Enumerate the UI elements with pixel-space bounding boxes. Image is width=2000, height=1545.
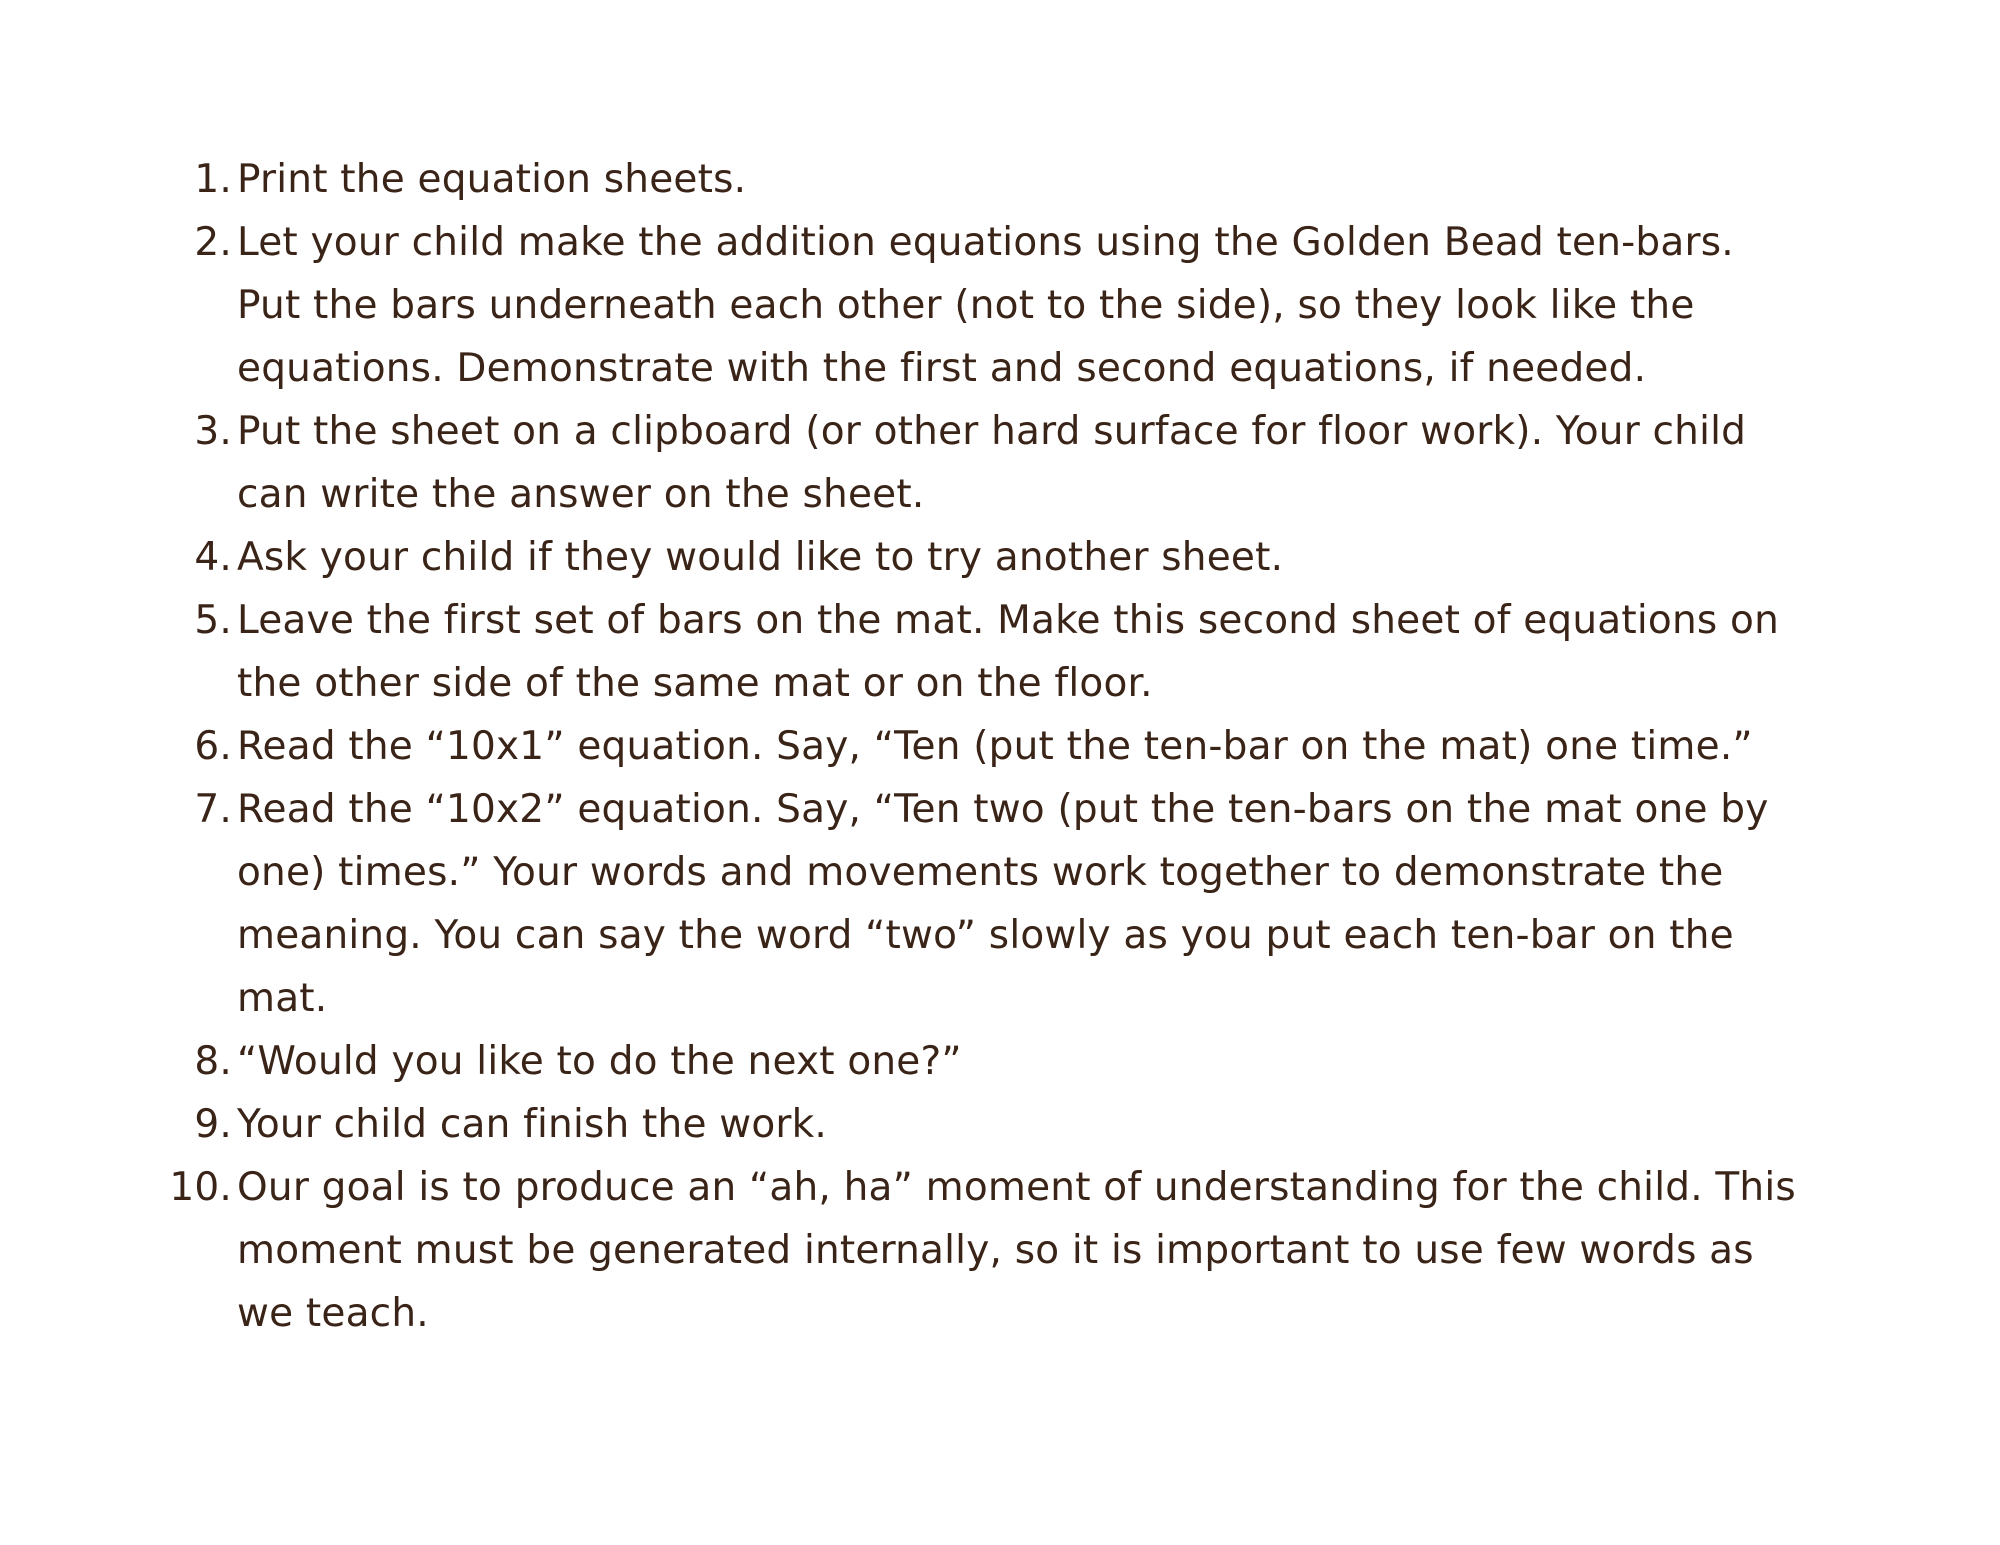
step-text: Your child can finish the work. (237, 1102, 828, 1147)
list-item (160, 715, 1800, 778)
step-number: 3. (194, 409, 232, 454)
step-text: Read the “10x1” equation. Say, “Ten (put the ten-bar on the mat) one time.” (237, 724, 1753, 769)
list-item (160, 1093, 1800, 1156)
step-number: 7. (194, 787, 232, 832)
list-item (160, 400, 1800, 526)
list-item (160, 589, 1800, 715)
list-item (160, 148, 1800, 211)
list-item (160, 526, 1800, 589)
list-item (160, 1030, 1800, 1093)
step-number: 1. (194, 157, 232, 202)
step-number: 2. (194, 220, 232, 265)
step-text: Leave the first set of bars on the mat. Make this second sheet of equations on the other side of the same mat or on the floor. (237, 598, 1780, 706)
step-number: 10. (169, 1165, 232, 1210)
step-text: Let your child make the addition equations using the Golden Bead ten-bars. Put the bars underneath each other (not to the side), so they look like the equations. Demonstrate with the first and second equations, if needed. (237, 220, 1734, 391)
step-text: “Would you like to do the next one?” (237, 1039, 962, 1084)
list-item (160, 1156, 1800, 1345)
step-number: 6. (194, 724, 232, 769)
list-item (160, 778, 1800, 1030)
step-text: Our goal is to produce an “ah, ha” moment of understanding for the child. This moment must be generated internally, so it is important to use few words as we teach. (237, 1165, 1796, 1336)
step-number: 5. (194, 598, 232, 643)
instruction-list (160, 148, 1800, 1345)
step-text: Ask your child if they would like to try another sheet. (237, 535, 1284, 580)
list-item (160, 211, 1800, 400)
step-text: Put the sheet on a clipboard (or other hard surface for floor work). Your child can write the answer on the sheet. (237, 409, 1747, 517)
step-number: 9. (194, 1102, 232, 1147)
step-text: Read the “10x2” equation. Say, “Ten two (put the ten-bars on the mat one by one) times.” Your words and movements work together to demonstrate the meaning. You can say the word “two” slowly as you put each ten-bar on the mat. (237, 787, 1769, 1021)
step-number: 8. (194, 1039, 232, 1084)
step-text: Print the equation sheets. (237, 157, 747, 202)
step-number: 4. (194, 535, 232, 580)
